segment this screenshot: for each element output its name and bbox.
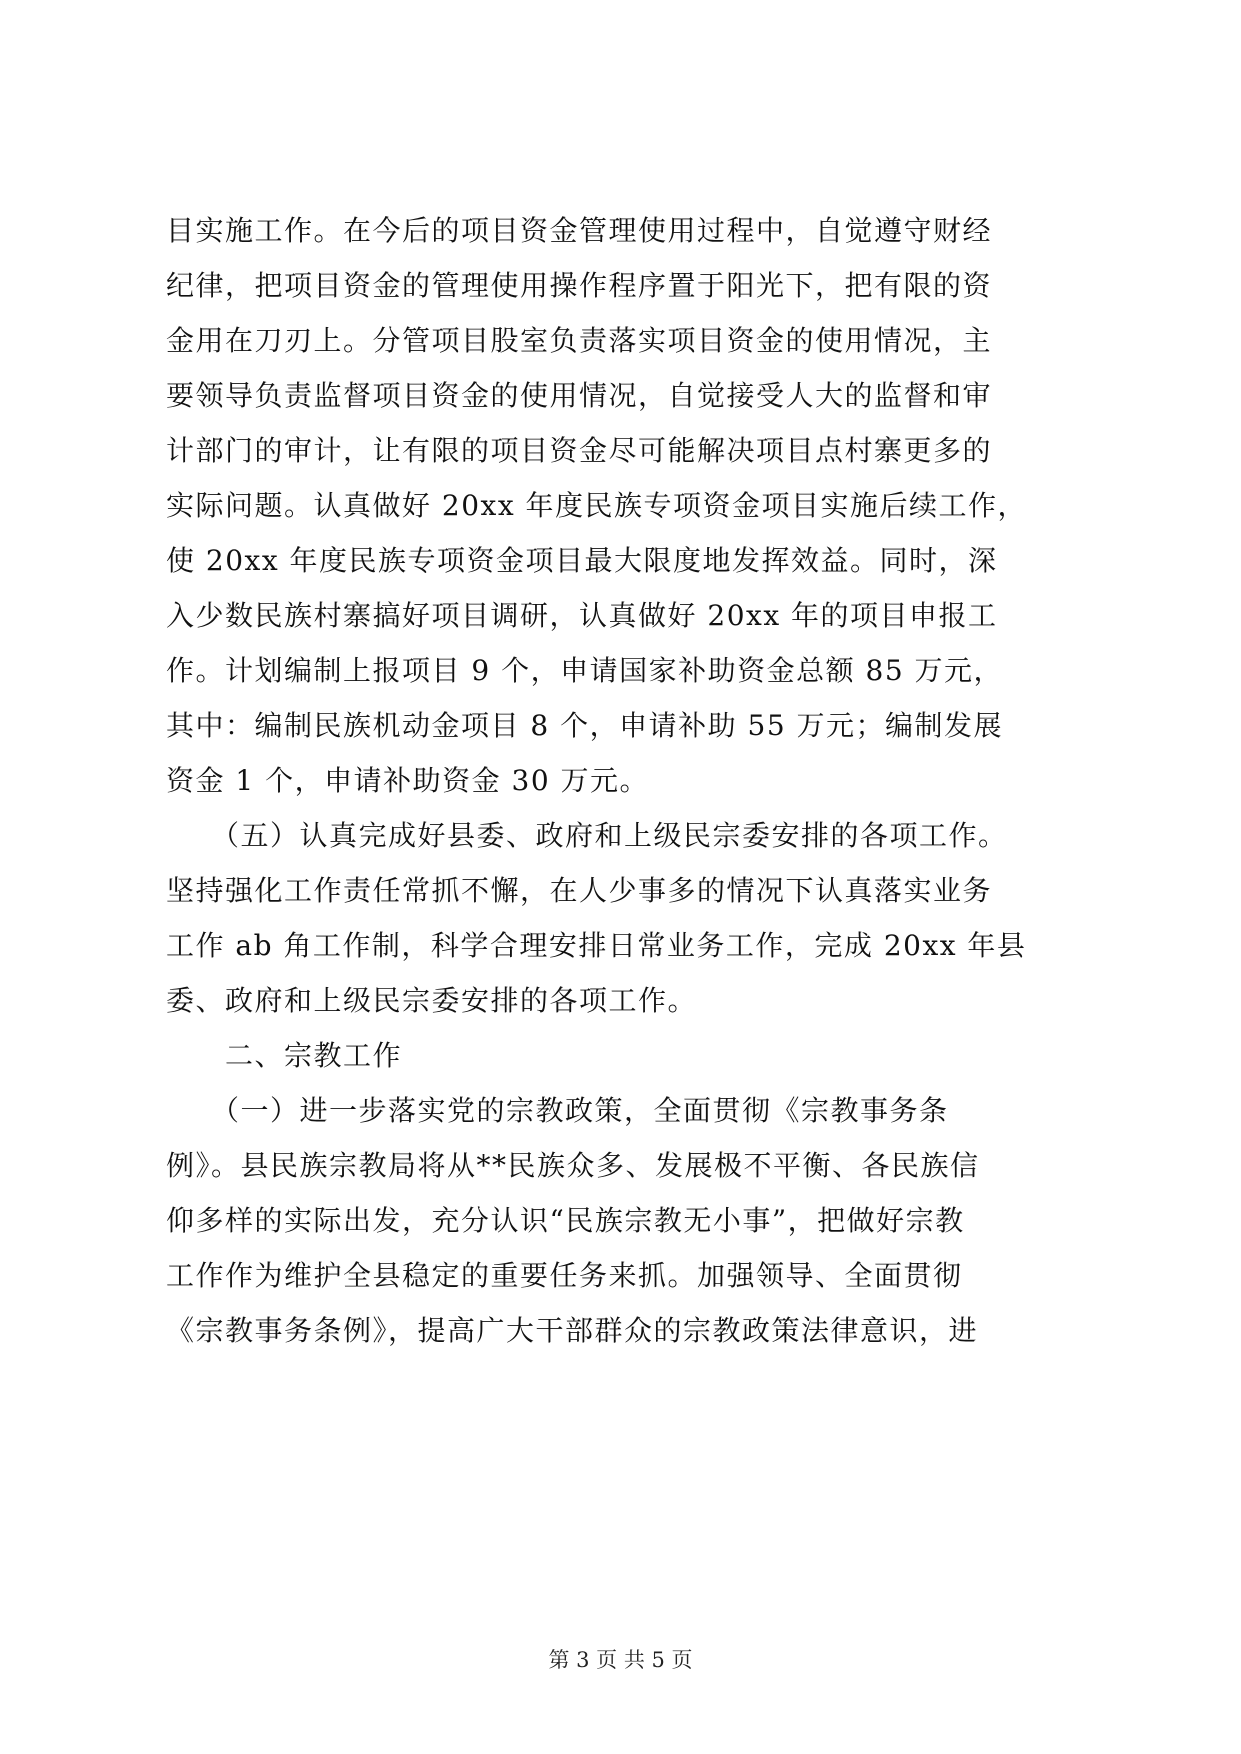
body-text-line: 其中：编制民族机动金项目 8 个，申请补助 55 万元；编制发展 xyxy=(166,709,1004,742)
section-heading-line: （一）进一步落实党的宗教政策，全面贯彻《宗教事务条 xyxy=(166,1094,949,1127)
body-text-line: 实际问题。认真做好 20xx 年度民族专项资金项目实施后续工作， xyxy=(166,489,1028,522)
body-text-line: 目实施工作。在今后的项目资金管理使用过程中，自觉遵守财经 xyxy=(166,214,993,247)
body-text-line: 作。计划编制上报项目 9 个，申请国家补助资金总额 85 万元， xyxy=(166,654,1004,687)
body-text-line: 要领导负责监督项目资金的使用情况，自觉接受人大的监督和审 xyxy=(166,379,993,412)
body-text-line: 《宗教事务条例》，提高广大干部群众的宗教政策法律意识，进 xyxy=(166,1314,979,1347)
section-heading-line: （五）认真完成好县委、政府和上级民宗委安排的各项工作。 xyxy=(166,819,1008,852)
body-text-line: 仰多样的实际出发，充分认识“民族宗教无小事”，把做好宗教 xyxy=(166,1204,965,1237)
body-text-line: 资金 1 个，申请补助资金 30 万元。 xyxy=(166,764,650,797)
body-text-line: 委、政府和上级民宗委安排的各项工作。 xyxy=(166,984,698,1017)
body-text-line: 使 20xx 年度民族专项资金项目最大限度地发挥效益。同时，深 xyxy=(166,544,998,577)
body-text-line: 计部门的审计，让有限的项目资金尽可能解决项目点村寨更多的 xyxy=(166,434,993,467)
body-text-line: 例》。县民族宗教局将从**民族众多、发展极不平衡、各民族信 xyxy=(166,1149,980,1182)
body-text-line: 入少数民族村寨搞好项目调研，认真做好 20xx 年的项目申报工 xyxy=(166,599,998,632)
page-footer: 第 3 页 共 5 页 xyxy=(548,1648,693,1672)
body-text-line: 坚持强化工作责任常抓不懈，在人少事多的情况下认真落实业务 xyxy=(166,874,993,907)
body-text-line: 金用在刀刃上。分管项目股室负责落实项目资金的使用情况，主 xyxy=(166,324,993,357)
body-text-line: 工作作为维护全县稳定的重要任务来抓。加强领导、全面贯彻 xyxy=(166,1259,963,1292)
body-text-line: 工作 ab 角工作制，科学合理安排日常业务工作，完成 20xx 年县 xyxy=(166,929,1027,962)
section-heading: 二、宗教工作 xyxy=(166,1039,403,1072)
body-text-line: 纪律，把项目资金的管理使用操作程序置于阳光下，把有限的资 xyxy=(166,269,993,302)
